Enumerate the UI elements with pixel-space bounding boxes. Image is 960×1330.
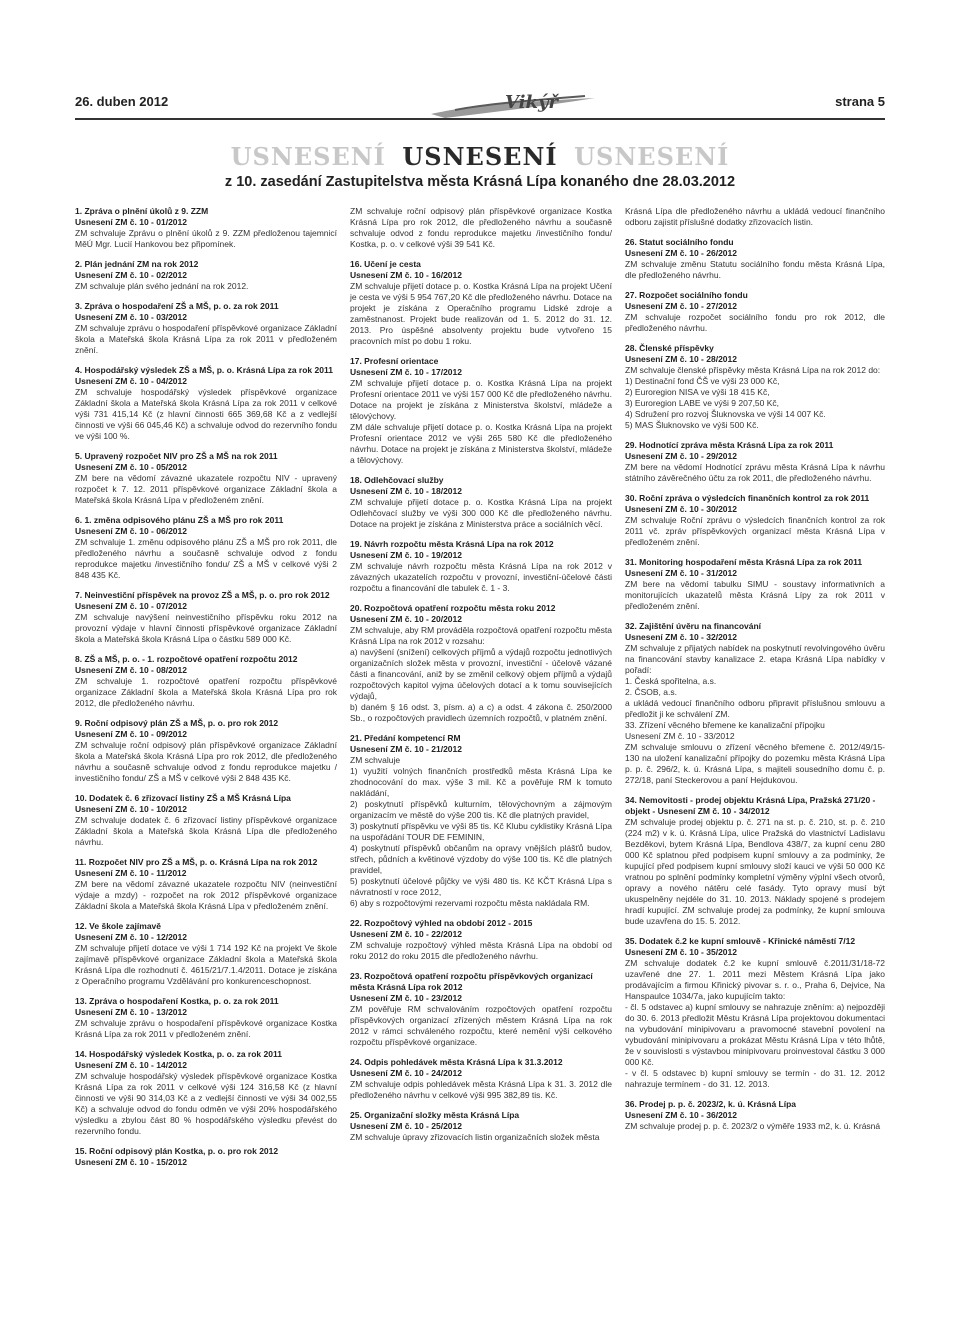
resolution-number: Usnesení ZM č. 10 - 06/2012 <box>75 526 187 536</box>
resolution-item <box>75 921 337 987</box>
resolution-item <box>75 515 337 581</box>
resolution-item <box>625 557 885 612</box>
resolution-body <box>625 259 885 281</box>
resolution-body <box>75 879 337 912</box>
resolution-number: Usnesení ZM č. 10 - 29/2012 <box>625 451 737 461</box>
resolution-heading: 25. Organizační složky města Krásná Lípa <box>350 1110 520 1120</box>
resolution-heading: 17. Profesní orientace <box>350 356 439 366</box>
resolution-paragraph: 3) Euroregion LABE ve výši 9 207,50 Kč, <box>625 398 780 408</box>
resolution-number: Usnesení ZM č. 10 - 02/2012 <box>75 270 187 280</box>
resolution-paragraph: ZM schvaluje prodej objektu p. č. 271 na st. p. č. 210, st. p. č. 210 (224 m2) v k. ú. Krásná Lípa, ulice Pražská do vlastnictví Ladislavu Bezděkovi, bytem Krásná Lípa, Bendlova 438/7, za kupní cenu 280 000 Kč splatnou před podpisem kupní smlouvy a za podmínky, že kupující před podpisem kupní smlouvy složí kauci ve výši 50 000 Kč vratnou po splnění podmínky kompletní výměny výplní všech otvorů, opravy a nového nátěru celé fasády. Tyto opravy musí být ukuspelněny nejdéle do 31. 10. 2013. Náklady spojené s prodejem hradí kupující. ZM schvaluje prodej za podmínky, že kupní smlouva bude uzavřena do 15. 5. 2012. <box>625 817 885 926</box>
resolution-body <box>625 643 885 786</box>
resolution-body <box>625 817 885 927</box>
resolution-item <box>75 206 337 250</box>
resolution-body <box>75 537 337 581</box>
resolution-paragraph: ZM bere na vědomí závazné ukazatele rozpočtu NIV - upravený rozpočet k 7. 12. 2011 příspěvkové organizace Základní škola a Mateřská škola Krásná Lípa v předloženém znění. <box>75 473 337 505</box>
resolution-heading: 7. Neinvestiční příspěvek na provoz ZŠ a MŠ, p. o. pro rok 2012 <box>75 590 330 600</box>
resolution-heading: 6. 1. změna odpisového plánu ZŠ a MŠ pro rok 2011 <box>75 515 284 525</box>
resolution-heading: 27. Rozpočet sociálního fondu <box>625 290 748 300</box>
resolution-item <box>625 206 885 228</box>
resolution-body <box>75 612 337 645</box>
resolution-body <box>350 625 612 724</box>
resolution-heading: 5. Upravený rozpočet NIV pro ZŠ a MŠ na rok 2011 <box>75 451 278 461</box>
resolution-body <box>75 281 337 292</box>
resolution-paragraph: ZM schvaluje <box>350 755 401 765</box>
resolution-paragraph: ZM pověřuje RM schvalováním rozpočtových opatření rozpočtu příspěvkových organizací zřízených městem Krásná Lípa na rok 2012 v rámci schváleného rozpočtu, které nemění výši celkového rozpočtu příspěvkové organizace. <box>350 1004 612 1047</box>
page-number: strana 5 <box>835 94 885 109</box>
resolution-paragraph: ZM schvaluje Zprávu o plnění úkolů z 9. ZZM předloženou tajemnicí MěÚ Mgr. Lucií Hankovou bez připomínek. <box>75 228 337 249</box>
resolution-paragraph: ZM schvaluje odpis pohledávek města Krásná Lípa k 31. 3. 2012 dle předloženého návrhu v celkové výši 995 382,89 tis. Kč. <box>350 1079 612 1100</box>
resolution-number: Usnesení ZM č. 10 - 36/2012 <box>625 1110 737 1120</box>
resolution-number: Usnesení ZM č. 10 - 35/2012 <box>625 947 737 957</box>
resolution-paragraph: ZM schvaluje prodej p. p. č. 2023/2 o výměře 1933 m2, k. ú. Krásná <box>625 1121 881 1131</box>
resolution-paragraph: ZM schvaluje zprávu o hospodaření příspěvkové organizace Základní škola a Mateřská škola Krásná Lípa za rok 2011 v předloženém znění. <box>75 323 337 355</box>
resolution-paragraph: ZM schvaluje smlouvu o zřízení věcného břemene č. 2012/49/15-130 na uložení kanalizační přípojky do pozemku města Krásná Lípa p. p. č. 296/2, k. ú. Krásná Lípa, s majiteli sousedního domu č. p. 272/18, paní Steckerovou a paní Hejdukovou. <box>625 742 885 785</box>
resolution-number: Usnesení ZM č. 10 - 18/2012 <box>350 486 462 496</box>
resolution-item <box>625 936 885 1090</box>
resolution-heading: 18. Odlehčovací služby <box>350 475 444 485</box>
resolution-item <box>75 365 337 442</box>
resolution-item <box>350 1057 612 1101</box>
resolution-item <box>75 857 337 912</box>
resolution-body <box>75 1018 337 1040</box>
resolution-number: Usnesení ZM č. 10 - 19/2012 <box>350 550 462 560</box>
resolution-heading: 8. ZŠ a MŠ, p. o. - 1. rozpočtové opatření rozpočtu 2012 <box>75 654 298 664</box>
resolution-heading: 16. Učení je cesta <box>350 259 421 269</box>
resolution-heading: 2. Plán jednání ZM na rok 2012 <box>75 259 199 269</box>
resolution-body <box>350 561 612 594</box>
resolution-item <box>75 718 337 784</box>
resolution-heading: 12. Ve škole zajímavě <box>75 921 162 931</box>
resolution-heading: 4. Hospodářský výsledek ZŠ a MŠ, p. o. Krásná Lípa za rok 2011 <box>75 365 333 375</box>
resolution-number: Usnesení ZM č. 10 - 12/2012 <box>75 932 187 942</box>
resolution-item <box>350 539 612 594</box>
resolution-paragraph: ZM schvaluje zprávu o hospodaření příspěvkové organizace Kostka Krásná Lípa za rok 2011 v předloženém znění. <box>75 1018 337 1039</box>
resolution-body <box>75 1071 337 1137</box>
resolution-item <box>75 590 337 645</box>
resolution-paragraph: ZM schvaluje hospodářský výsledek příspěvkové organizace Základní škola a Mateřská škola Krásná Lípa za rok 2011 v celkové výši 731 415,14 Kč (z hlavní činnosti 665 369,68 Kč a z vedlejší činnosti ve výši 66 045,46 Kč) a schvaluje odvod do rezervního fondu ve výši 100 %. <box>75 387 337 441</box>
header-rule <box>75 118 885 120</box>
resolution-paragraph: - v čl. 5 odstavec b) kupní smlouvy se termín - do 31. 12. 2012 nahrazuje termínem - do 31. 12. 2013. <box>625 1068 885 1089</box>
resolution-item <box>75 259 337 292</box>
resolution-heading: 28. Členské příspěvky <box>625 343 714 353</box>
resolution-body <box>625 1121 885 1132</box>
resolution-item <box>350 475 612 530</box>
resolution-body <box>75 473 337 506</box>
resolution-paragraph: ZM schvaluje roční odpisový plán příspěvkové organizace Základní škola a Mateřská škola Krásná Lípa pro rok 2012, dle předloženého návrhu a současně schvaluje odvod z fondu reprodukce majetku / investičního fondu/ ZŠ a MŠ v celkové výši 2 848 435 Kč. <box>75 740 337 783</box>
resolution-body <box>350 206 612 250</box>
resolution-item <box>75 1049 337 1137</box>
resolution-paragraph: a) navýšení (snížení) celkových příjmů a výdajů rozpočtu jednotlivých organizačních složek města v provozní, investiční - účelově vázané části a financování, aniž by se změnil celkový objem příjmů a výdajů rozpočtových kapitol vyjma účelových dotací a k tomu souvisejících výdajů, <box>350 647 612 701</box>
resolution-body <box>625 462 885 484</box>
resolution-paragraph: 3) poskytnutí příspěvku ve výši 85 tis. Kč Klubu cyklistiky Krásná Lípa na uspořádání TOUR DE FEMININ, <box>350 821 612 842</box>
resolution-paragraph: a ukládá vedoucí finančního odboru připravit příslušnou smlouvu a předložit ji ke schválení ZM. <box>625 698 885 719</box>
resolution-paragraph: 4) poskytnutí příspěvků občanům na opravy vnějších plášťů budov, střech, půdních a květinové výzdoby do výše 100 tis. Kč dle platných pravidel, <box>350 843 612 875</box>
resolution-paragraph: 2. ČSOB, a.s. <box>625 687 677 697</box>
resolution-item <box>625 621 885 786</box>
resolution-body <box>75 815 337 848</box>
resolution-body <box>75 387 337 442</box>
resolution-number: Usnesení ZM č. 10 - 09/2012 <box>75 729 187 739</box>
resolution-paragraph: ZM schvaluje 1. rozpočtové opatření rozpočtu příspěvkové organizace Základní škola a Mateřská škola Krásná Lípa pro rok 2012, dle předloženého návrhu. <box>75 676 337 708</box>
resolution-paragraph: ZM schvaluje roční odpisový plán příspěvkové organizace Kostka Krásná Lípa pro rok 2012, dle předloženého návrhu a současně schvaluje odvod z fondu reprodukce majetku /investičního fondu/ Kostka, p. o. v celkové výši 39 541 Kč. <box>350 206 612 249</box>
resolution-item <box>350 1110 612 1143</box>
resolution-heading: 26. Statut sociálního fondu <box>625 237 734 247</box>
resolution-item <box>75 793 337 848</box>
resolution-number: Usnesení ZM č. 10 - 25/2012 <box>350 1121 462 1131</box>
resolution-item <box>625 440 885 484</box>
resolution-paragraph: 1) využití volných finančních prostředků města Krásná Lípa ke zhodnocování do max. výše 3 mil. Kč a pověřuje RM k tomuto nakládání, <box>350 766 612 798</box>
resolution-item <box>625 290 885 334</box>
resolution-number: Usnesení ZM č. 10 - 05/2012 <box>75 462 187 472</box>
page-header <box>75 88 885 118</box>
resolution-body <box>350 1079 612 1101</box>
resolution-paragraph: ZM schvaluje dodatek č.2 ke kupní smlouvě č.2011/31/18-72 uzavřené dne 27. 1. 2011 mezi Městem Krásná Lípa jako prodávajícím a firmou Křinický pivovar s. r. o., Praha 6, Dejvice, Na Hanspaulce 1034/7a, jako kupujícím takto: <box>625 958 885 1001</box>
resolution-body <box>350 378 612 466</box>
resolution-number: Usnesení ZM č. 10 - 13/2012 <box>75 1007 187 1017</box>
resolution-heading: 3. Zpráva o hospodaření ZŠ a MŠ, p. o. za rok 2011 <box>75 301 279 311</box>
resolution-item <box>350 918 612 962</box>
resolution-body <box>350 497 612 530</box>
column-1 <box>75 206 337 1177</box>
resolution-paragraph: Usnesení ZM č. 10 - 33/2012 <box>625 731 735 741</box>
resolution-item <box>625 343 885 431</box>
title-word-left: USNESENÍ <box>230 142 386 171</box>
resolution-number: Usnesení ZM č. 10 - 08/2012 <box>75 665 187 675</box>
resolution-item <box>350 356 612 466</box>
resolution-item <box>75 451 337 506</box>
column-2 <box>350 206 612 1152</box>
resolution-number: Usnesení ZM č. 10 - 24/2012 <box>350 1068 462 1078</box>
title-word-center: USNESENÍ <box>402 142 558 171</box>
resolution-body <box>350 755 612 909</box>
resolution-paragraph: ZM schvaluje členské příspěvky města Krásná Lípa na rok 2012 do: <box>625 365 881 375</box>
resolution-item <box>350 733 612 909</box>
resolution-body <box>350 940 612 962</box>
resolution-number: Usnesení ZM č. 10 - 21/2012 <box>350 744 462 754</box>
resolution-number: Usnesení ZM č. 10 - 20/2012 <box>350 614 462 624</box>
resolution-heading: 23. Rozpočtová opatření rozpočtu příspěvkových organizací města Krásná Lípa rok 2012 <box>350 971 593 992</box>
resolution-heading: 22. Rozpočtový výhled na období 2012 - 2015 <box>350 918 533 928</box>
resolution-heading: 35. Dodatek č.2 ke kupní smlouvě - Křinické náměstí 7/12 <box>625 936 856 946</box>
resolution-heading: 11. Rozpočet NIV pro ZŠ a MŠ, p. o. Krásná Lípa na rok 2012 <box>75 857 318 867</box>
resolution-paragraph: ZM schvaluje navýšení neinvestičního příspěvku roku 2012 na provozní výdaje v hlavní činnosti příspěvkové organizace Základní škola a Mateřská škola Krásná Lípa o částku 589 000 Kč. <box>75 612 337 644</box>
resolution-heading: 34. Nemovitosti - prodej objektu Krásná Lípa, Pražská 271/20 - objekt - Usnesení ZM č. 10 - 34/2012 <box>625 795 876 816</box>
resolution-number: Usnesení ZM č. 10 - 11/2012 <box>75 868 187 878</box>
resolution-body <box>625 206 885 228</box>
vikyr-logo <box>425 88 605 122</box>
issue-date: 26. duben 2012 <box>75 94 169 109</box>
resolution-item <box>625 795 885 927</box>
resolution-item <box>625 237 885 281</box>
column-3 <box>625 206 885 1141</box>
resolution-paragraph: ZM bere na vědomí tabulku SIMU - soustavy informativních a monitorujících ukazatelů města Krásná Lípy za rok 2011 v předloženém znění. <box>625 579 885 611</box>
resolution-item <box>350 259 612 347</box>
resolution-paragraph: ZM schvaluje přijetí dotace ve výši 1 714 192 Kč na projekt Ve škole zajímavě příspěvkové organizace Základní škola a Mateřská škola Krásná Lípa dle rozhodnutí č. 4615/21/7.1.4/2011. Dotace je získána z Operačního programu Vzdělávání pro konkurenceschopnost. <box>75 943 337 986</box>
resolution-paragraph: ZM schvaluje hospodářský výsledek příspěvkové organizace Kostka Krásná Lípa za rok 2011 v celkové výši 124 316,58 Kč (z hlavní činnosti ve výši 90 314,03 Kč a z vedlejší činnosti ve výši 34 002,55 Kč) a schvaluje odvod do fondu odměn ve výši 20% hospodářského výsledku a zbylou část 80 % hospodářského výsledku převést do rezervního fondu. <box>75 1071 337 1136</box>
resolution-heading: 9. Roční odpisový plán ZŠ a MŠ, p. o. pro rok 2012 <box>75 718 279 728</box>
resolution-body <box>75 740 337 784</box>
resolution-item <box>75 1146 337 1168</box>
resolution-number: Usnesení ZM č. 10 - 22/2012 <box>350 929 462 939</box>
resolution-number: Usnesení ZM č. 10 - 32/2012 <box>625 632 737 642</box>
resolution-number: Usnesení ZM č. 10 - 14/2012 <box>75 1060 187 1070</box>
resolution-number: Usnesení ZM č. 10 - 27/2012 <box>625 301 737 311</box>
title-word-right: USNESENÍ <box>574 142 730 171</box>
resolution-heading: 19. Návrh rozpočtu města Krásná Lípa na rok 2012 <box>350 539 554 549</box>
resolution-item <box>75 301 337 356</box>
resolution-paragraph: ZM dále schvaluje přijetí dotace p. o. Kostka Krásná Lípa na projekt Profesní orientace 2012 ve výši 265 580 Kč dle předloženého návrhu. Dotace na projekt je získána z Ministerstva školství, mládeže a tělovýchovy. <box>350 422 612 465</box>
resolution-heading: 31. Monitoring hospodaření města Krásná Lípa za rok 2011 <box>625 557 863 567</box>
resolution-paragraph: 4) Sdružení pro rozvoj Šluknovska ve výši 14 007 Kč. <box>625 409 826 419</box>
resolution-paragraph: 2) poskytnutí příspěvků kulturním, tělovýchovným a zájmovým organizacím ve městě do výše 200 tis. Kč dle platných pravidel, <box>350 799 612 820</box>
resolution-number: Usnesení ZM č. 10 - 01/2012 <box>75 217 187 227</box>
resolution-item <box>75 996 337 1040</box>
resolution-number: Usnesení ZM č. 10 - 28/2012 <box>625 354 737 364</box>
resolution-item <box>625 493 885 548</box>
resolution-paragraph: ZM schvaluje plán svého jednání na rok 2012. <box>75 281 249 291</box>
resolution-paragraph: - čl. 5 odstavec a) kupní smlouvy se nahrazuje zněním: a) nejpozději do 30. 6. 2013 předložit Městu Krásná Lípa projektovou dokumentaci na vybudování minipivovaru a pravomocné stavební povolení na vybudování minipivovaru a prokázat Městu Krásná Lípa v této lhůtě, že v souvislosti s výstavbou minipivovaru proinvestoval částku 3 000 000 Kč. <box>625 1002 885 1067</box>
resolution-paragraph: ZM bere na vědomí závazné ukazatele rozpočtu NIV (neinvestiční výdaje a mzdy) - rozpočet na rok 2012 příspěvkové organizace Základní škola a Mateřská škola Krásná Lípa v předloženém znění. <box>75 879 337 911</box>
resolution-heading: 15. Roční odpisový plán Kostka, p. o. pro rok 2012 <box>75 1146 279 1156</box>
resolution-paragraph: ZM schvaluje rozpočtový výhled města Krásná Lípa na období od roku 2012 do roku 2015 dle předloženého návrhu. <box>350 940 612 961</box>
resolution-paragraph: ZM schvaluje, aby RM prováděla rozpočtová opatření rozpočtu města Krásná Lípa na rok 2012 v rozsahu: <box>350 625 612 646</box>
resolution-paragraph: ZM schvaluje přijetí dotace p. o. Kostka Krásná Lípa na projekt Profesní orientace 2011 ve výši 157 000 Kč dle předloženého návrhu. Dotace na projekt je získána z Ministerstva školství, mládeže a tělovýchovy. <box>350 378 612 421</box>
resolution-number: Usnesení ZM č. 10 - 23/2012 <box>350 993 462 1003</box>
resolution-body <box>350 281 612 347</box>
resolution-heading: 32. Zajištění úvěru na financování <box>625 621 762 631</box>
resolution-heading: 21. Předání kompetencí RM <box>350 733 461 743</box>
session-subtitle: z 10. zasedání Zastupitelstva města Krásná Lípa konaného dne 28.03.2012 <box>224 174 736 190</box>
resolution-paragraph: ZM schvaluje dodatek č. 6 zřizovací listiny příspěvkové organizace Základní škola a Mateřská škola Krásná Lípa dle předloženého návrhu. <box>75 815 337 847</box>
resolution-body <box>75 228 337 250</box>
resolution-item <box>350 971 612 1048</box>
resolution-heading: 13. Zpráva o hospodaření Kostka, p. o. za rok 2011 <box>75 996 279 1006</box>
resolution-number: Usnesení ZM č. 10 - 04/2012 <box>75 376 187 386</box>
resolution-heading: 29. Hodnotící zpráva města Krásná Lípa za rok 2011 <box>625 440 834 450</box>
resolution-paragraph: ZM schvaluje změnu Statutu sociálního fondu města Krásná Lípa, dle předloženého návrhu. <box>625 259 885 280</box>
resolution-paragraph: ZM schvaluje 1. změnu odpisového plánu ZŠ a MŠ pro rok 2011, dle předloženého návrhu a současně schvaluje odvod z fondu reprodukce majetku /investičního fondu/ ZŠ a MŠ v celkové výši 2 848 435 Kč. <box>75 537 337 580</box>
resolution-body <box>75 676 337 709</box>
resolution-paragraph: 1. Česká spořitelna, a.s. <box>625 676 717 686</box>
resolution-paragraph: b) daném § 16 odst. 3, písm. a) a c) a odst. 4 zákona č. 250/2000 Sb., o rozpočtových pravidlech územních rozpočtů, v platném znění. <box>350 702 612 723</box>
resolution-body <box>350 1004 612 1048</box>
resolution-heading: 30. Roční zpráva o výsledcích finančních kontrol za rok 2011 <box>625 493 870 503</box>
resolution-body <box>75 943 337 987</box>
resolution-body <box>75 323 337 356</box>
resolution-number: Usnesení ZM č. 10 - 30/2012 <box>625 504 737 514</box>
resolution-paragraph: 2) Euroregion NISA ve výši 18 415 Kč, <box>625 387 770 397</box>
resolution-paragraph: ZM schvaluje z přijatých nabídek na poskytnutí revolvingového úvěru na financování stavby kanalizace 2. etapa Krásná Lípa nabídky v pořadí: <box>625 643 885 675</box>
resolution-item <box>75 654 337 709</box>
resolution-number: Usnesení ZM č. 10 - 16/2012 <box>350 270 462 280</box>
resolution-heading: 36. Prodej p. p. č. 2023/2, k. ú. Krásná Lípa <box>625 1099 797 1109</box>
resolution-number: Usnesení ZM č. 10 - 26/2012 <box>625 248 737 258</box>
resolution-body <box>625 312 885 334</box>
resolution-paragraph: ZM schvaluje návrh rozpočtu města Krásná Lípa na rok 2012 v závazných ukazatelích rozpočtu v provozní, investiční-účelové části rozpočtu a financování dle tabulek č. 1 - 3. <box>350 561 612 593</box>
resolution-number: Usnesení ZM č. 10 - 10/2012 <box>75 804 187 814</box>
resolution-heading: 14. Hospodářský výsledek Kostka, p. o. za rok 2011 <box>75 1049 282 1059</box>
resolution-paragraph: ZM schvaluje rozpočet sociálního fondu pro rok 2012, dle předloženého návrhu. <box>625 312 885 333</box>
resolution-heading: 1. Zpráva o plnění úkolů z 9. ZZM <box>75 206 209 216</box>
resolution-paragraph: ZM schvaluje Roční zprávu o výsledcích finančních kontrol za rok 2011 vč. zpráv příspěvkových organizací města Krásná Lípa v předloženém znění. <box>625 515 885 547</box>
resolution-item <box>350 206 612 250</box>
resolution-paragraph: 6) aby s rozpočtovými rezervami rozpočtu města nakládala RM. <box>350 898 590 908</box>
resolution-body <box>625 515 885 548</box>
resolution-item <box>350 603 612 724</box>
resolution-paragraph: 1) Destinační fond ČŠ ve výši 23 000 Kč, <box>625 376 780 386</box>
logo-text: Vikýř <box>505 92 558 113</box>
resolution-paragraph: 5) MAS Šluknovsko ve výši 500 Kč. <box>625 420 759 430</box>
resolution-item <box>625 1099 885 1132</box>
resolution-number: Usnesení ZM č. 10 - 17/2012 <box>350 367 462 377</box>
resolution-paragraph: Krásná Lípa dle předloženého návrhu a ukládá vedoucí finančního odboru zajistit příslušné dodatky zřizovacích listin. <box>625 206 885 227</box>
resolution-body <box>625 365 885 431</box>
resolution-number: Usnesení ZM č. 10 - 03/2012 <box>75 312 187 322</box>
resolution-number: Usnesení ZM č. 10 - 31/2012 <box>625 568 737 578</box>
resolution-heading: 24. Odpis pohledávek města Krásná Lípa k 31.3.2012 <box>350 1057 563 1067</box>
resolution-body <box>625 958 885 1090</box>
title-banner <box>75 142 885 172</box>
resolution-paragraph: ZM schvaluje přijetí dotace p. o. Kostka Krásná Lípa na projekt Učení je cesta ve výši 5 954 767,20 Kč dle předloženého návrhu. Dotace na projekt je získána z Operačního programu Lidské zdroje a zaměstnanost. Projekt bude realizován od 1. 5. 2012 do 31. 12. 2013. Pro úspěšné absolventy projektu bude vytvořeno 15 pracovních míst po dobu 1 roku. <box>350 281 612 346</box>
resolution-number: Usnesení ZM č. 10 - 15/2012 <box>75 1157 187 1167</box>
resolution-body <box>625 579 885 612</box>
resolution-body <box>350 1132 612 1143</box>
resolution-paragraph: ZM bere na vědomí Hodnotící zprávu města Krásná Lípa k návrhu státního závěrečného účtu za rok 2011, dle předloženého návrhu. <box>625 462 885 483</box>
resolution-paragraph: ZM schvaluje přijetí dotace p. o. Kostka Krásná Lípa na projekt Odlehčovací služby ve výši 300 000 Kč dle předloženého návrhu. Dotace na projekt je získána z Ministerstva práce a sociálních věcí. <box>350 497 612 529</box>
resolution-number: Usnesení ZM č. 10 - 07/2012 <box>75 601 187 611</box>
resolution-paragraph: ZM schvaluje úpravy zřizovacích listin organizačních složek města <box>350 1132 600 1142</box>
resolution-heading: 20. Rozpočtová opatření rozpočtu města roku 2012 <box>350 603 556 613</box>
resolution-paragraph: 33. Zřízení věcného břemene ke kanalizační přípojku <box>625 720 825 730</box>
resolution-paragraph: 5) poskytnutí účelové půjčky ve výši 480 tis. Kč KČT Krásná Lípa s návratností v roce 2012, <box>350 876 612 897</box>
resolution-heading: 10. Dodatek č. 6 zřizovací listiny ZŠ a MŠ Krásná Lípa <box>75 793 291 803</box>
